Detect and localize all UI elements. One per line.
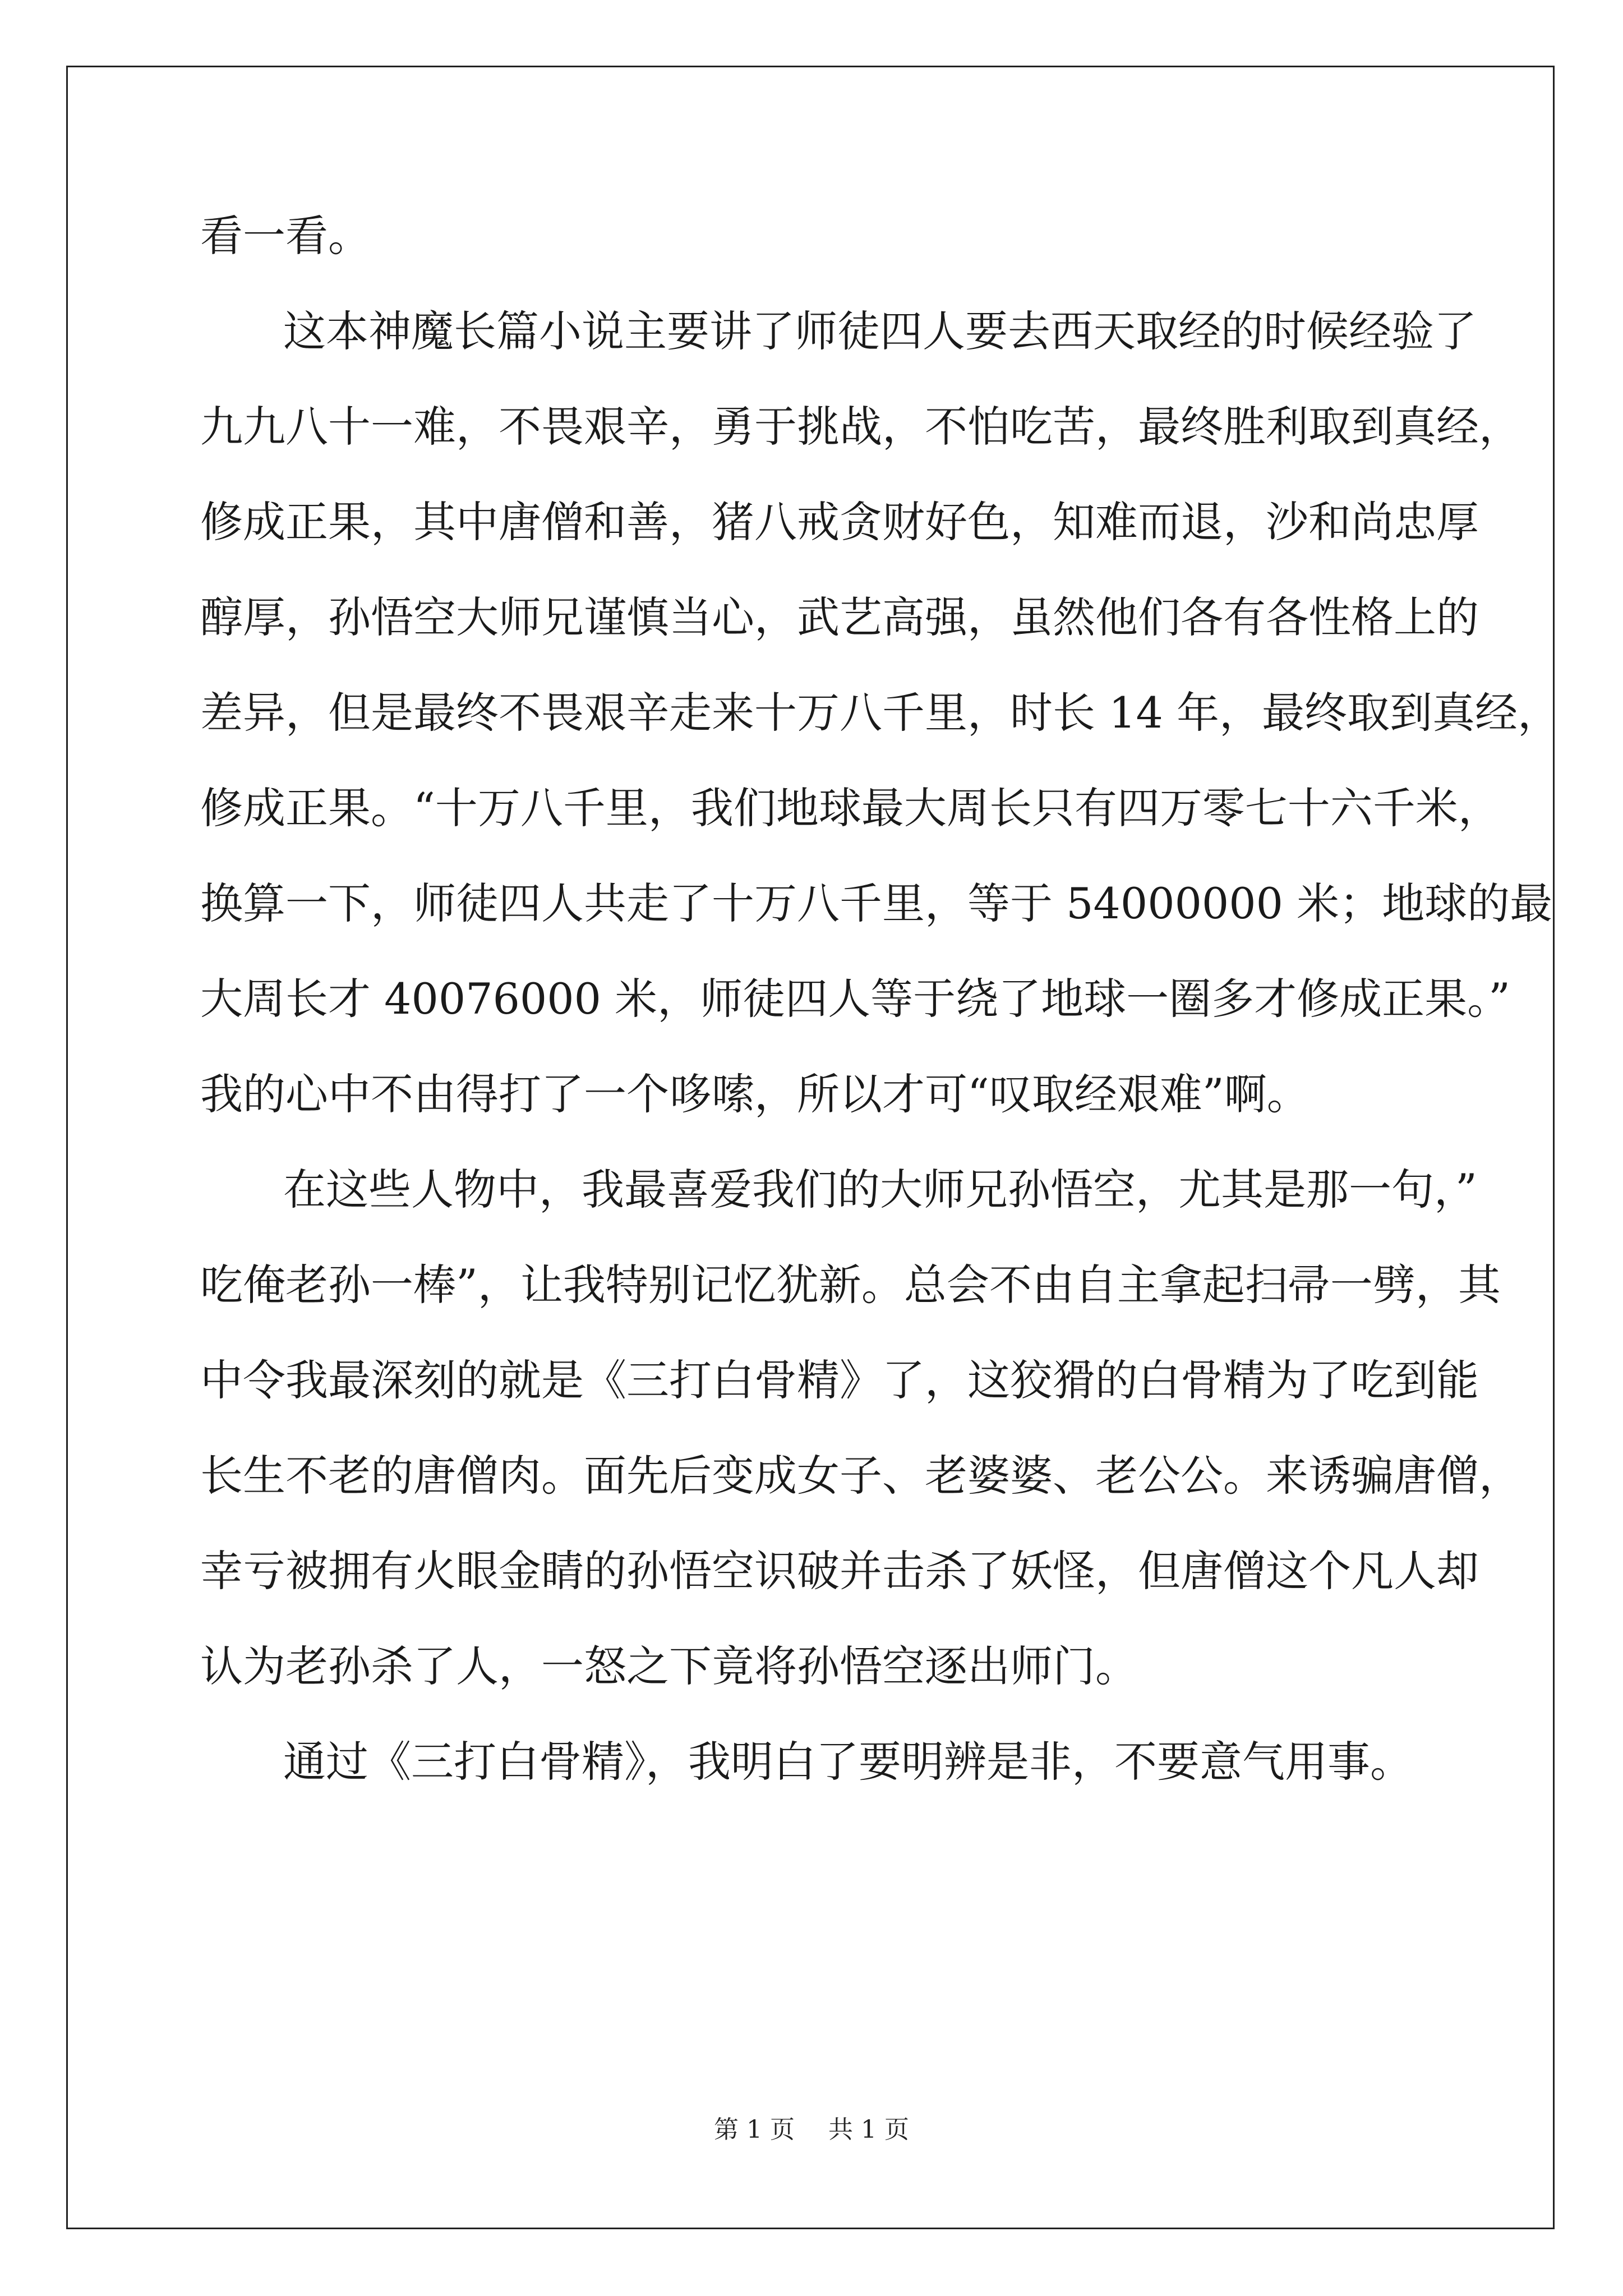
paragraph-1-line-1: 这本神魔长篇小说主要讲了师徒四人要去西天取经的时候经验了 [283,306,1477,356]
page-number: 第 1 页 [714,2115,795,2144]
paragraph-2-line-3: 中令我最深刻的就是《三打白骨精》了，这狡猾的白骨精为了吃到能 [200,1355,1479,1405]
paragraph-1-line-8: 大周长才 40076000 米，师徒四人等于绕了地球一圈多才修成正果。” [200,974,1510,1024]
paragraph-2-line-1: 在这些人物中，我最喜爱我们的大师兄孙悟空，尤其是那一句，” [283,1165,1477,1214]
page-footer [0,2115,1623,2144]
paragraph-3-line-1: 通过《三打白骨精》，我明白了要明辨是非，不要意气用事。 [283,1737,1413,1787]
paragraph-1-line-2: 九九八十一难，不畏艰辛，勇于挑战，不怕吃苦，最终胜利取到真经， [200,402,1521,452]
text-line-1: 看一看。 [200,211,371,261]
paragraph-1-line-5: 差异，但是最终不畏艰辛走来十万八千里，时长 14 年，最终取到真经， [200,688,1561,738]
total-pages: 共 1 页 [828,2115,909,2144]
paragraph-2-line-6: 认为老孙杀了人，一怒之下竟将孙悟空逐出师门。 [200,1641,1138,1691]
paragraph-1-line-4: 醇厚，孙悟空大师兄谨慎当心，武艺高强，虽然他们各有各性格上的 [200,592,1479,642]
paragraph-1-line-9: 我的心中不由得打了一个哆嗦，所以才可“叹取经艰难”啊。 [200,1069,1310,1119]
paragraph-1-line-6: 修成正果。“十万八千里，我们地球最大周长只有四万零七十六千米， [200,783,1501,833]
paragraph-2-line-4: 长生不老的唐僧肉。面先后变成女子、老婆婆、老公公。来诱骗唐僧， [200,1451,1521,1501]
paragraph-1-line-7: 换算一下，师徒四人共走了十万八千里，等于 54000000 米；地球的最 [200,878,1553,928]
paragraph-2-line-2: 吃俺老孙一棒”，让我特别记忆犹新。总会不由自主拿起扫帚一劈，其 [200,1260,1501,1310]
paragraph-1-line-3: 修成正果，其中唐僧和善，猪八戒贪财好色，知难而退，沙和尚忠厚 [200,497,1479,547]
paragraph-2-line-5: 幸亏被拥有火眼金睛的孙悟空识破并击杀了妖怪，但唐僧这个凡人却 [200,1546,1479,1596]
